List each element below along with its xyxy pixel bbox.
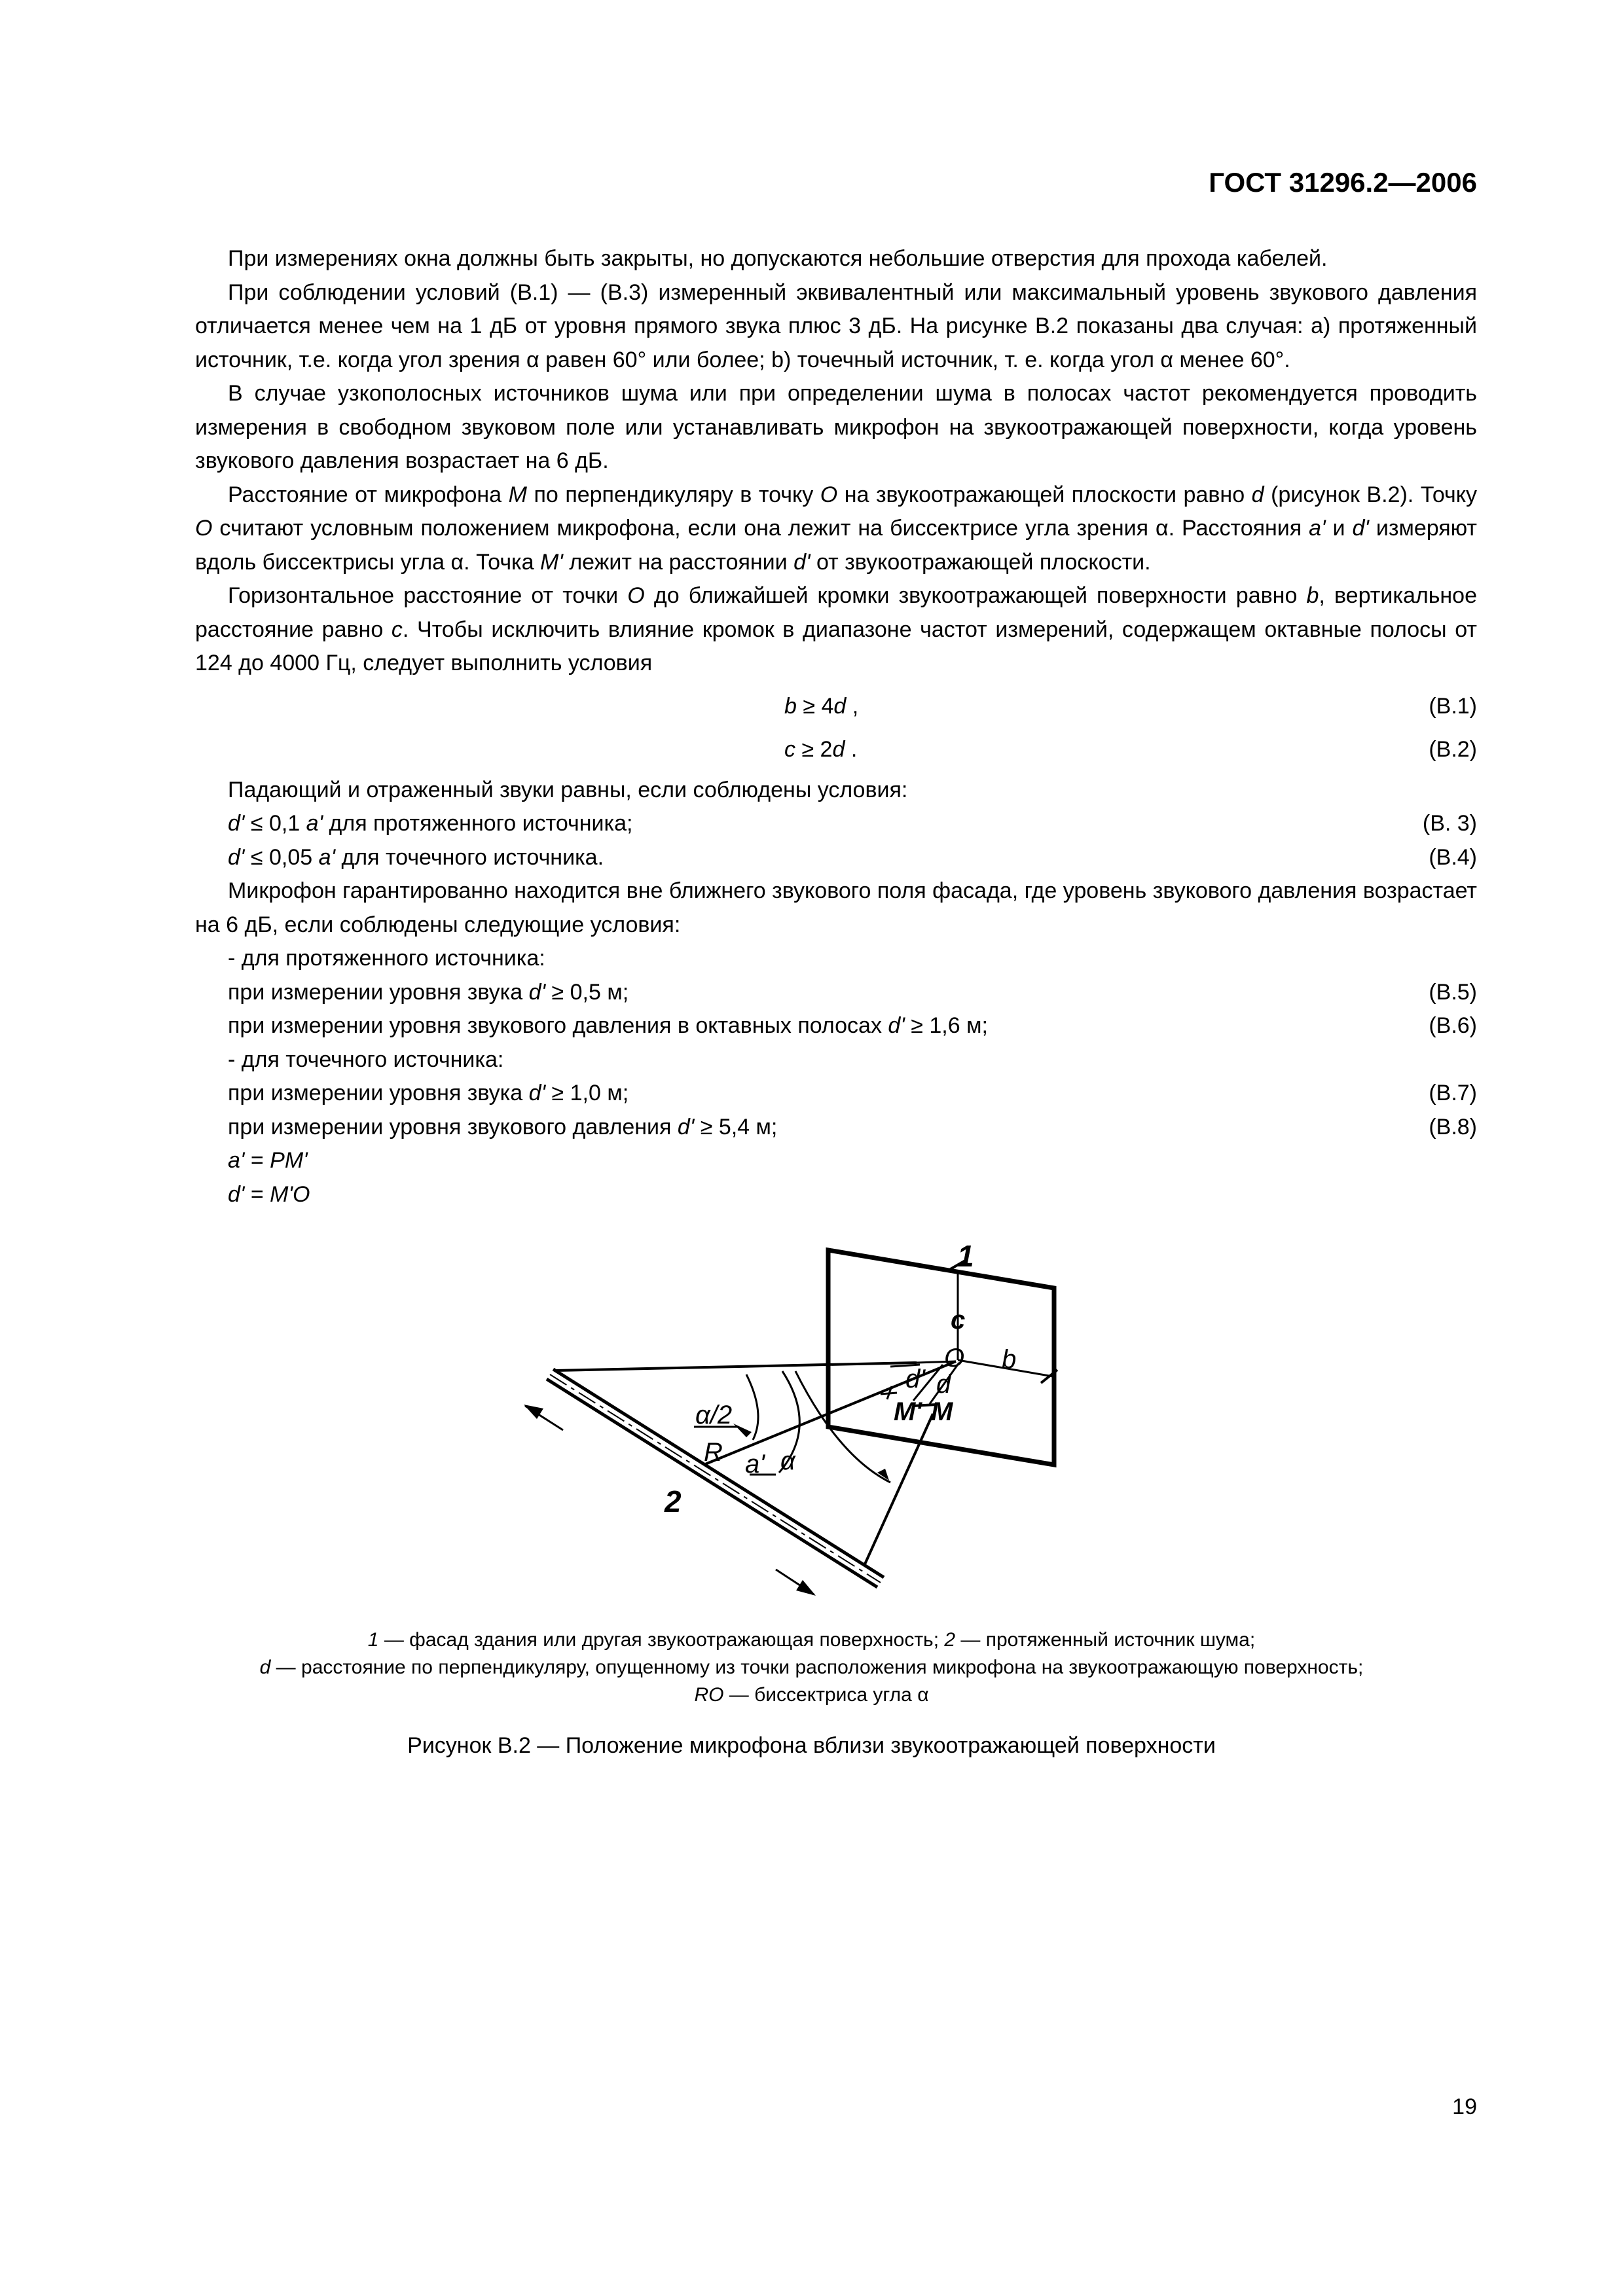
- equation-number: (В.1): [1429, 693, 1477, 719]
- facade-surface: [828, 1250, 1054, 1465]
- condition-b8: при измерении уровня звукового давления d' ≥ 5,4 м; (В.8): [228, 1114, 1477, 1139]
- arc-outer: [795, 1371, 890, 1482]
- equation-number: (В.2): [1429, 736, 1477, 762]
- label-m-prime: M': [894, 1397, 922, 1426]
- label-1: 1: [957, 1239, 974, 1273]
- figure-legend: 1 — фасад здания или другая звукоотражающая поверхность; 2 — протяженный источник шума; d — расстояние по перпендикуляру, опущенному из точки расположения микрофона на звукоотражающую поверхность; RO — биссектриса угла α: [259, 1629, 1364, 1706]
- label-b: b: [1002, 1345, 1017, 1374]
- condition-b3: d' ≤ 0,1 a' для протяженного источника; (В. 3): [228, 811, 1477, 836]
- paragraph: Микрофон гарантированно находится вне ближнего звукового поля фасада, где уровень звукового давления возрастает на 6 дБ, если соблюдены следующие условия:: [195, 878, 1477, 937]
- paragraph: При соблюдении условий (В.1) — (В.3) измеренный эквивалентный или максимальный уровень звукового давления отличается менее чем на 1 дБ от уровня прямого звука плюс 3 дБ. На рисунке В.2 показаны два случая: а) протяженный источник, т.е. когда угол зрения α равен 60° или более; b) точечный источник, т. е. когда угол α менее 60°.: [195, 279, 1477, 372]
- paragraph: В случае узкополосных источников шума или при определении шума в полосах частот рекомендуется проводить измерения в свободном звуковом поле или устанавливать микрофон на звукоотражающей поверхности, когда уровень звукового давления возрастает на 6 дБ.: [195, 381, 1477, 473]
- label-o: O: [944, 1344, 965, 1372]
- condition-b6: при измерении уровня звукового давления в октавных полосах d' ≥ 1,6 м; (В.6): [228, 1013, 1477, 1038]
- label-a-prime: a': [745, 1450, 765, 1479]
- label-d-prime: d': [905, 1365, 925, 1393]
- condition-b7: при измерении уровня звука d' ≥ 1,0 м; (В.7): [228, 1081, 1477, 1105]
- sight-line-upper: [555, 1363, 917, 1371]
- definition-a-prime: a' = PM': [228, 1148, 308, 1173]
- paragraph-edge-distance: Горизонтальное расстояние от точки O до ближайшей кромки звукоотражающей поверхности равно b, вертикальное расстояние равно c. Чтобы исключить влияние кромок в диапазоне частот измерений, содержащем октавные полосы от 124 до 4000 Гц, следует выполнить условия: [195, 583, 1477, 675]
- label-m: M: [931, 1397, 953, 1426]
- definition-d-prime: d' = M'O: [228, 1181, 310, 1207]
- label-alpha: α: [780, 1446, 795, 1475]
- condition-b4: d' ≤ 0,05 a' для точечного источника. (В.4): [228, 844, 1477, 870]
- paragraph: При измерениях окна должны быть закрыты, но допускаются небольшие отверстия для прохода кабелей.: [228, 246, 1328, 271]
- list-heading: - для протяженного источника:: [228, 946, 545, 971]
- condition-b5: при измерении уровня звука d' ≥ 0,5 м; (В.5): [228, 979, 1477, 1005]
- equation-b2: c ≥ 2d . (В.2): [195, 728, 1477, 771]
- list-heading: - для точечного источника:: [228, 1047, 504, 1072]
- paragraph: Падающий и отраженный звуки равны, если соблюдены условия:: [228, 777, 908, 802]
- label-c: c: [951, 1306, 966, 1335]
- label-r: R: [704, 1438, 723, 1467]
- equation-b1: b ≥ 4d , (В.1): [195, 685, 1477, 728]
- page-number: 19: [1452, 2094, 1477, 2119]
- label-alpha-half: α/2: [695, 1401, 733, 1429]
- label-d: d: [936, 1370, 951, 1399]
- label-2: 2: [665, 1484, 682, 1518]
- figure-caption: Рисунок В.2 — Положение микрофона вблизи звукоотражающей поверхности: [407, 1733, 1216, 1758]
- paragraph-microphone-distance: Расстояние от микрофона M по перпендикуляру в точку O на звукоотражающей плоскости равно d (рисунок В.2). Точку O считают условным положением микрофона, если она лежит на биссектрисе угла зрения α. Расстояния a' и d' измеряют вдоль биссектрисы угла α. Точка M' лежит на расстоянии d' от звукоотражающей плоскости.: [195, 482, 1477, 575]
- document-header: ГОСТ 31296.2—2006: [1209, 167, 1477, 198]
- arc-alpha-half: [746, 1374, 758, 1440]
